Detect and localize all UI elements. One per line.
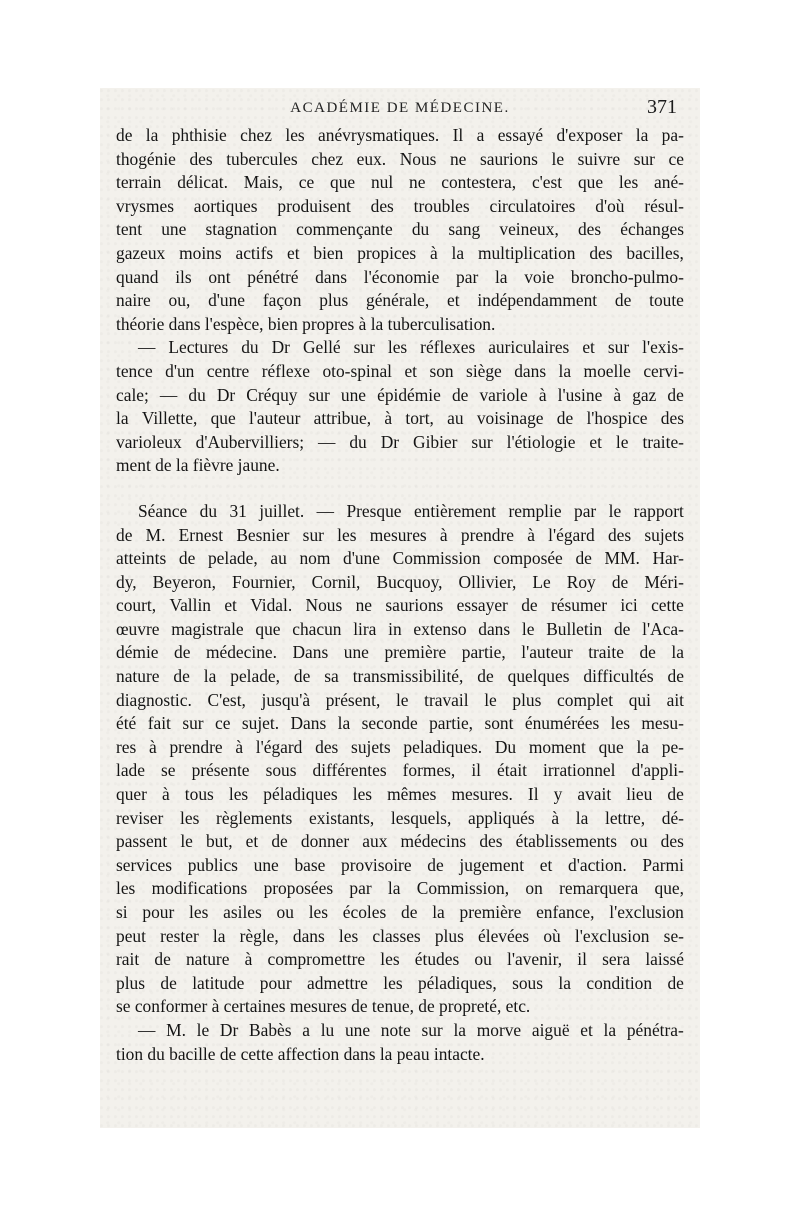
text-line: tion du bacille de cette affection dans la peau intacte. — [116, 1043, 485, 1064]
text-line: la Villette, que l'auteur attribue, à tort, au voisinage de l'hospice des — [116, 408, 684, 429]
paragraph — [116, 124, 684, 336]
text-line: tence d'un centre réflexe oto-spinal et son siège dans la moelle cervi- — [116, 360, 684, 381]
text-line: de la phthisie chez les anévrysmatiques. Il a essayé d'exposer la pa- — [116, 125, 684, 145]
section-gap — [116, 478, 684, 500]
text-line: cale; — du Dr Créquy sur une épidémie de variole à l'usine à gaz de — [116, 384, 684, 405]
text-line: passent le but, et de donner aux médecins des établissements ou des — [116, 831, 684, 852]
text-line: ment de la fièvre jaune. — [116, 455, 280, 476]
text-line: gazeux moins actifs et bien propices à la multiplication des bacilles, — [116, 242, 684, 263]
text-line: vrysmes aortiques produisent des troubles circulatoires d'où résul- — [116, 195, 684, 216]
text-line: rait de nature à compromettre les études ou l'avenir, il sera laissé — [116, 949, 684, 970]
text-line: naire ou, d'une façon plus générale, et indépendamment de toute — [116, 290, 684, 311]
text-line: théorie dans l'espèce, bien propres à la tuberculisation. — [116, 313, 496, 334]
text-line: plus de latitude pour admettre les péladiques, sous la condition de — [116, 972, 684, 993]
body-text — [116, 124, 684, 1066]
text-line: diagnostic. C'est, jusqu'à présent, le travail le plus complet qui ait — [116, 689, 684, 710]
text-line: services publics une base provisoire de jugement et d'action. Parmi — [116, 854, 684, 875]
running-head: ACADÉMIE DE MÉDECINE. — [290, 100, 510, 116]
paragraph — [116, 1019, 684, 1066]
text-line: été fait sur ce sujet. Dans la seconde partie, sont énumérées les mesu- — [116, 713, 684, 734]
text-line: nature de la pelade, de sa transmissibilité, de quelques difficultés de — [116, 666, 684, 687]
text-line: Séance du 31 juillet. — Presque entièrement remplie par le rapport — [138, 500, 684, 521]
text-line: court, Vallin et Vidal. Nous ne saurions essayer de résumer ici cette — [116, 595, 684, 616]
text-line: — Lectures du Dr Gellé sur les réflexes auriculaires et sur l'exis- — [138, 337, 684, 358]
text-line: varioleux d'Aubervilliers; — du Dr Gibier sur l'étiologie et le traite- — [116, 431, 684, 452]
text-line: se conformer à certaines mesures de tenue, de propreté, etc. — [116, 996, 531, 1017]
text-line: si pour les asiles ou les écoles de la première enfance, l'exclusion — [116, 902, 684, 922]
text-line: thogénie des tubercules chez eux. Nous ne saurions le suivre sur ce — [116, 148, 684, 169]
page-header — [115, 96, 685, 126]
page-number: 371 — [647, 96, 677, 118]
text-line: démie de médecine. Dans une première partie, l'auteur traite de la — [116, 642, 684, 663]
text-line: quer à tous les péladiques les mêmes mesures. Il y avait lieu de — [116, 784, 684, 805]
text-line: reviser les règlements existants, lesquels, appliqués à la lettre, dé- — [116, 807, 684, 828]
text-line: — M. le Dr Babès a lu une note sur la morve aiguë et la pénétra- — [138, 1019, 684, 1040]
text-line: res à prendre à l'égard des sujets peladiques. Du moment que la pe- — [116, 736, 684, 757]
text-line: tent une stagnation commençante du sang veineux, des échanges — [116, 219, 684, 240]
paragraph — [116, 500, 684, 1019]
text-line: atteints de pelade, au nom d'une Commission composée de MM. Har- — [116, 548, 684, 569]
text-line: de M. Ernest Besnier sur les mesures à prendre à l'égard des sujets — [116, 524, 684, 545]
text-line: quand ils ont pénétré dans l'économie par la voie broncho-pulmo- — [116, 266, 684, 287]
text-line: lade se présente sous différentes formes, il était irrationnel d'appli- — [116, 760, 684, 781]
text-line: dy, Beyeron, Fournier, Cornil, Bucquoy, Ollivier, Le Roy de Méri- — [116, 571, 684, 592]
text-line: peut rester la règle, dans les classes plus élevées où l'exclusion se- — [116, 925, 684, 946]
text-line: œuvre magistrale que chacun lira in extenso dans le Bulletin de l'Aca- — [116, 618, 684, 639]
text-line: terrain délicat. Mais, ce que nul ne contestera, c'est que les ané- — [116, 172, 684, 193]
text-line: les modifications proposées par la Commission, on remarquera que, — [116, 878, 684, 899]
paragraph — [116, 336, 684, 478]
